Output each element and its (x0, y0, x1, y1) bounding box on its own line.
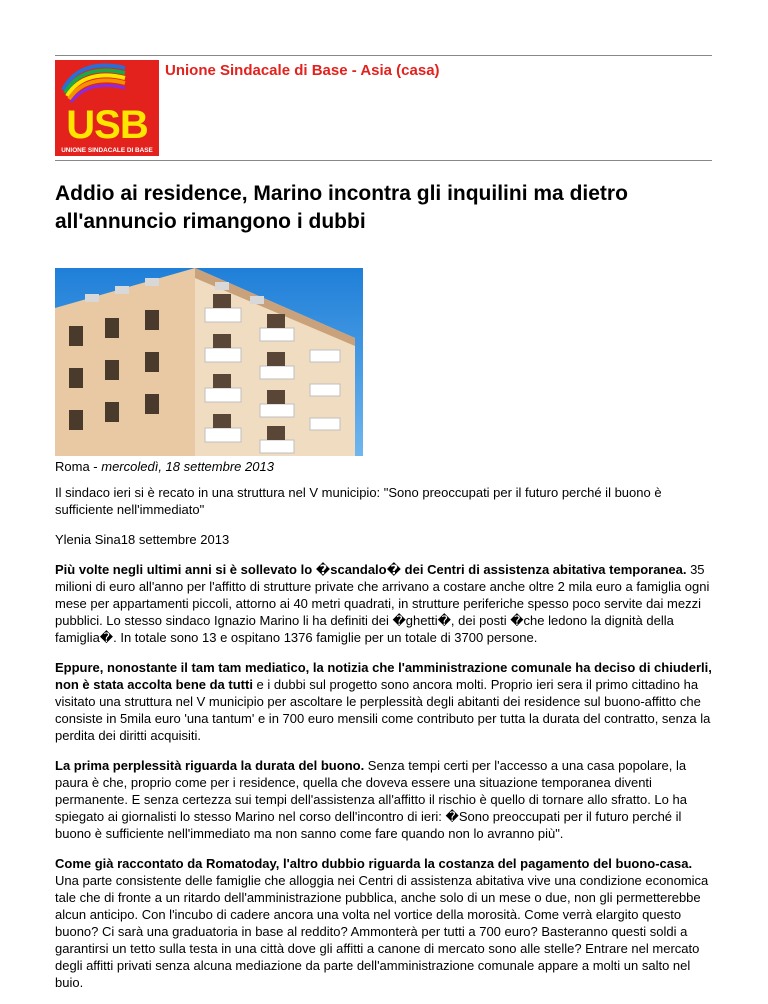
caption-date: mercoledì, 18 settembre 2013 (101, 459, 274, 474)
paragraph (55, 757, 715, 842)
photo-caption (55, 459, 274, 474)
caption-place: Roma - (55, 459, 102, 474)
paragraph-lead: Come già raccontato da Romatoday, l'altro dubbio riguarda la costanza del pagamento del buono-casa. (55, 856, 693, 871)
article-byline: Ylenia Sina18 settembre 2013 (55, 532, 230, 547)
paragraph-lead: Eppure, nonostante il tam tam mediatico, la notizia che l'amministrazione comunale ha deciso di chiuderli, non è stata accolta bene da tutti (55, 660, 712, 692)
paragraph-text: e i dubbi sul progetto sono ancora molti. Proprio ieri sera il primo cittadino ha visitato una struttura nel V municipio per ascoltare le perplessità degli abitanti dei residence sul buono-affitto che consiste in 5mila euro 'una tantum' e in 700 euro mensili come contributo per tutta la durata del contratto, senza la perdita dei diritti acquisiti. (55, 677, 711, 743)
paragraph (55, 561, 715, 646)
article-subtitle: Il sindaco ieri si è recato in una struttura nel V municipio: "Sono preoccupati per il futuro perché il buono è sufficiente nell'immediato" (55, 485, 662, 517)
article-photo (55, 268, 363, 456)
top-divider (55, 55, 712, 56)
logo-letters: USB (66, 103, 148, 147)
logo-tagline: UNIONE SINDACALE DI BASE (61, 147, 153, 154)
usb-logo (55, 60, 159, 156)
paragraph (55, 659, 715, 744)
header-divider (55, 160, 712, 161)
paragraph-text: 35 milioni di euro all'anno per l'affitto di strutture private che arrivano a costare anche oltre 2 mila euro a famiglia ogni mese per appartamenti piccoli, attorno ai 40 metri quadrati, in strutture periferiche spesso poco servite dai mezzi pubblici. Lo stesso sindaco Ignazio Marino li ha definiti dei �ghetti�, dei posti �che ledono la dignità della famiglia�. In totale sono 13 e ospitano 1376 famiglie per un totale di 3700 persone. (55, 562, 710, 645)
article-body (55, 484, 715, 1004)
paragraph-lead: Più volte negli ultimi anni si è sollevato lo �scandalo� dei Centri di assistenza abitativa temporanea. (55, 562, 687, 577)
paragraph-text: Una parte consistente delle famiglie che alloggia nei Centri di assistenza abitativa vive una condizione economica tale che di fronte a un ritardo dell'amministrazione pubblica, anche solo di un mese o due, non gli permetterebbe alcun anticipo. Con l'incubo di cadere ancora una volta nel vortice della morosità. Come verrà elargito questo buono? Ci sarà una graduatoria in base al reddito? Ammonterà per tutti a 700 euro? Basteranno questi soldi a garantirsi un tetto sulla testa in una città dove gli affitti a canone di mercato sono alle stelle? Entrare nel mercato degli affitti privati senza alcuna mediazione da parte dell'amministrazione comunale appare a molti un salto nel buio. (55, 873, 709, 990)
article-title: Addio ai residence, Marino incontra gli inquilini ma dietro all'annuncio rimangono i dubbi (55, 182, 628, 233)
organization-name: Unione Sindacale di Base - Asia (casa) (165, 62, 440, 79)
paragraph-lead: La prima perplessità riguarda la durata del buono. (55, 758, 365, 773)
paragraph (55, 855, 715, 991)
paragraph-text: Senza tempi certi per l'accesso a una casa popolare, la paura è che, proprio come per i residence, quella che doveva essere una situazione temporanea diventi permanente. E senza certezza sui tempi dell'assistenza all'affitto il rischio è quello di tornare allo sfratto. Lo ha spiegato ai giornalisti lo stesso Marino nel corso dell'incontro di ieri: �Sono preoccupati per il futuro perché il buono è sufficiente nell'immediato ma non sanno come fare quando non lo avranno più". (55, 758, 687, 841)
